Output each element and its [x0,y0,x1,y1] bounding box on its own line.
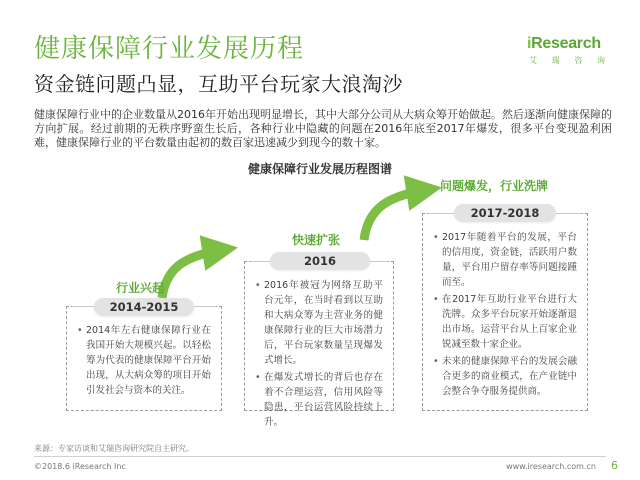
iresearch-logo [527,35,607,69]
phase-bullet: • 未来的健康保障平台的发展会融合更多的商业模式，在产业链中会整合争夺服务提供商。 [433,354,577,399]
year-pill-2017-2018: 2017-2018 [454,204,556,222]
copyright-text: ©2018.6 iResearch Inc [34,462,126,471]
phase-bullet: • 在爆发式增长的背后也存在着不合理运营，信用风险等隐患，平台运营风险持续上升。 [255,370,383,430]
logo-word: Research [531,35,601,52]
phase-card-reshuffle [422,213,588,411]
timeline-title: 健康保障行业发展历程图谱 [247,162,392,176]
year-pill-2014-2015: 2014-2015 [94,298,194,316]
footer-divider [34,456,606,457]
phase-bullet: • 在2017年互助行业平台进行大洗牌。众多平台玩家开始逐渐退出市场。运营平台从上百家企业锐减至数十家企业。 [433,292,577,352]
logo-char: 瑞 [551,56,560,65]
logo-char: 艾 [529,56,537,65]
phase-bullet: • 2014年左右健康保障行业在我国开始大规模兴起。以轻松筹为代表的健康保障平台开始出现，从大病众筹的项目开始引发社会与资本的关注。 [77,323,211,398]
website-link[interactable]: www.iresearch.com.cn [506,462,596,471]
phase-label-rise: 行业兴起 [116,281,165,295]
page-subtitle: 资金链问题凸显，互助平台玩家大浪淘沙 [34,72,403,96]
phase-bullet: • 2016年被冠为网络互助平台元年，在当时看到以互助和大病众筹为主营业务的健康保障行业的巨大市场潜力后，平台玩家数量呈现爆发式增长。 [255,278,383,368]
logo-chinese-name [527,55,607,66]
growth-arrow-1 [162,250,222,298]
source-note: 来源：专家访谈和艾瑞咨询研究院自主研究。 [34,444,194,453]
logo-char: 询 [596,56,605,65]
page-title: 健康保障行业发展历程 [34,34,305,64]
page-number: 6 [611,459,618,472]
phase-card-expansion [244,261,394,428]
phase-label-reshuffle: 问题爆发，行业洗牌 [440,179,549,193]
phase-bullet: • 2017年随着平台的发展，平台的信用度，资金链，活跃用户数量，平台用户留存率等问题接踵而至。 [433,230,577,290]
year-pill-2016: 2016 [270,252,370,270]
logo-prefix: i [527,35,532,52]
logo-char: 咨 [574,56,583,65]
phase-label-expansion: 快速扩张 [292,233,341,247]
logo-wordmark [527,35,607,53]
intro-paragraph: 健康保障行业中的企业数量从2016年开始出现明显增长，其中大部分公司从大病众筹开始做起。然后逐渐向健康保障的方向扩展。经过前期的无秩序野蛮生长后，各种行业中隐藏的问题在2016年底至2017年爆发，很多平台变现盈利困难，健康保障行业的平台数量由起初的数百家迅速减少到现今的数十家。 [34,108,612,149]
growth-arrow-2 [364,190,426,240]
phase-card-rise [66,306,222,411]
